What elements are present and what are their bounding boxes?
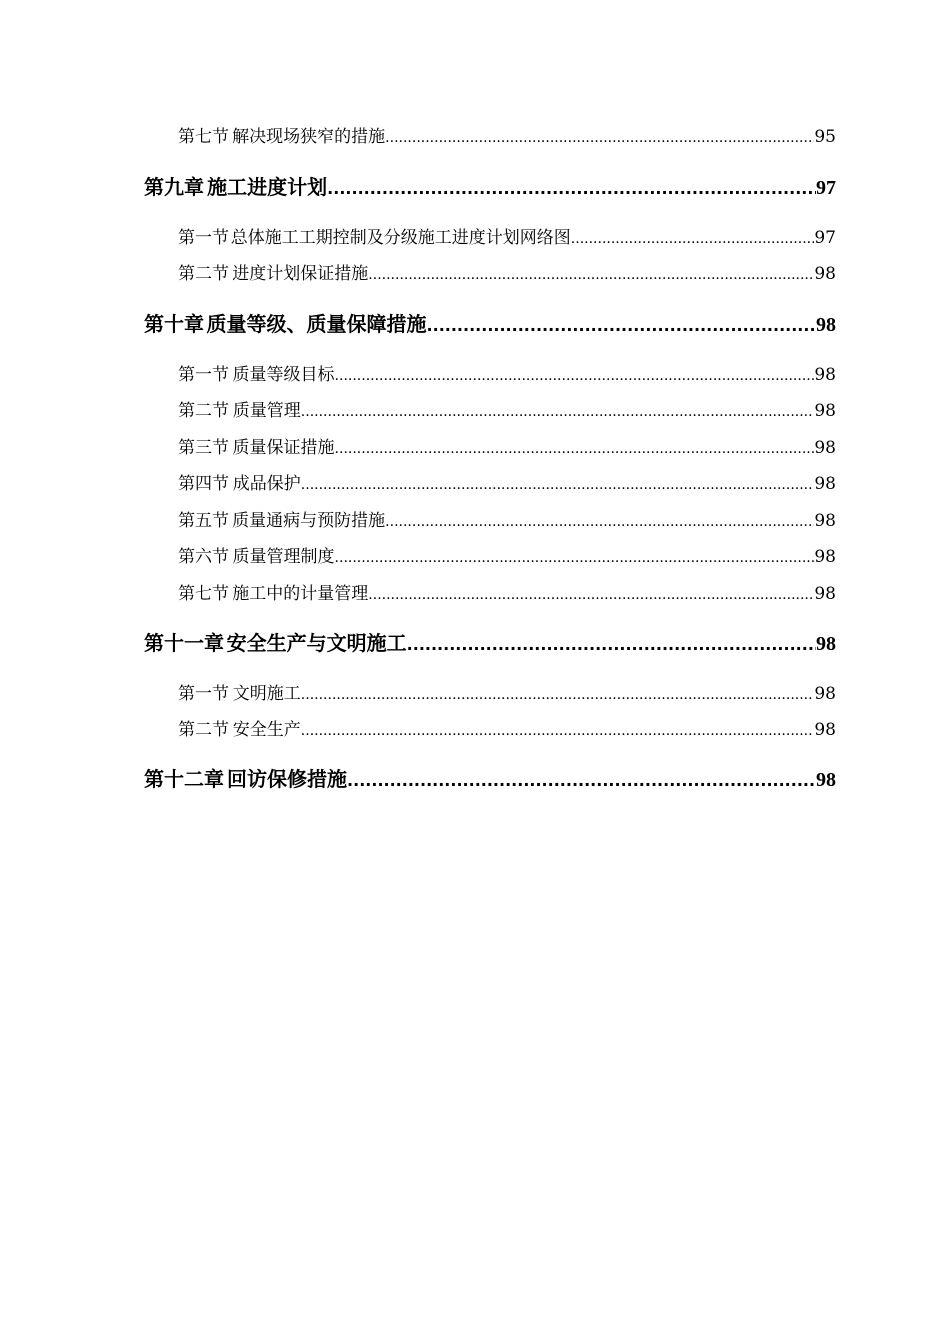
page-number: 98 xyxy=(816,314,836,336)
toc-entry-section[interactable] xyxy=(178,510,836,533)
dot-leader xyxy=(347,766,816,794)
chapter-number: 第十一章 xyxy=(144,631,224,655)
section-title: 质量通病与预防措施 xyxy=(232,511,386,531)
section-title: 质量等级目标 xyxy=(232,365,335,385)
chapter-number: 第九章 xyxy=(144,175,204,199)
section-title: 解决现场狭窄的措施 xyxy=(232,127,386,147)
toc-entry-section[interactable] xyxy=(178,583,836,606)
page-number: 98 xyxy=(814,584,836,604)
page-number: 97 xyxy=(816,177,836,199)
dot-leader xyxy=(301,400,815,423)
section-number: 第二节 xyxy=(178,720,229,740)
dot-leader xyxy=(335,437,815,460)
chapter-title: 回访保修措施 xyxy=(227,767,348,791)
toc-entry-chapter[interactable] xyxy=(144,174,836,202)
toc-entry-section[interactable] xyxy=(178,364,836,387)
section-title: 质量管理制度 xyxy=(232,547,335,567)
dot-leader xyxy=(571,227,815,250)
chapter-title: 安全生产与文明施工 xyxy=(226,631,407,655)
section-title: 安全生产 xyxy=(232,720,301,740)
section-number: 第一节 xyxy=(178,365,229,385)
dot-leader xyxy=(385,510,814,533)
dot-leader xyxy=(385,126,814,149)
dot-leader xyxy=(407,630,816,658)
toc-entry-section[interactable] xyxy=(178,473,836,496)
toc-entry-section[interactable] xyxy=(178,546,836,569)
section-title: 进度计划保证措施 xyxy=(232,264,369,284)
page-number: 98 xyxy=(814,547,836,567)
section-number: 第二节 xyxy=(178,264,229,284)
section-number: 第七节 xyxy=(178,584,229,604)
page-number: 98 xyxy=(816,769,836,791)
toc-entry-chapter[interactable] xyxy=(144,766,836,794)
section-number: 第六节 xyxy=(178,547,229,567)
section-title: 质量保证措施 xyxy=(232,438,335,458)
toc-entry-section[interactable] xyxy=(178,263,836,286)
dot-leader xyxy=(301,719,815,742)
page-number: 97 xyxy=(814,228,836,248)
dot-leader xyxy=(368,583,814,606)
section-number: 第一节 xyxy=(178,228,229,248)
chapter-title: 施工进度计划 xyxy=(207,175,328,199)
page-number: 98 xyxy=(814,474,836,494)
section-title: 施工中的计量管理 xyxy=(232,584,369,604)
dot-leader xyxy=(335,546,815,569)
section-title: 总体施工工期控制及分级施工进度计划网络图 xyxy=(230,228,571,248)
chapter-number: 第十二章 xyxy=(144,767,224,791)
toc-entry-section[interactable] xyxy=(178,126,836,149)
dot-leader xyxy=(427,311,816,339)
chapter-number: 第十章 xyxy=(144,312,204,336)
section-title: 成品保护 xyxy=(232,474,301,494)
dot-leader xyxy=(327,174,816,202)
page-number: 98 xyxy=(814,684,836,704)
section-title: 文明施工 xyxy=(232,684,301,704)
page-number: 98 xyxy=(814,438,836,458)
section-number: 第一节 xyxy=(178,684,229,704)
chapter-title: 质量等级、质量保障措施 xyxy=(206,312,427,336)
toc-entry-chapter[interactable] xyxy=(144,311,836,339)
toc-entry-section[interactable] xyxy=(178,227,836,250)
toc-entry-section[interactable] xyxy=(178,400,836,423)
page-number: 98 xyxy=(814,264,836,284)
section-number: 第七节 xyxy=(178,127,229,147)
section-number: 第二节 xyxy=(178,401,229,421)
page-number: 98 xyxy=(814,401,836,421)
page-number: 98 xyxy=(814,365,836,385)
page-number: 95 xyxy=(814,127,836,147)
page-number: 98 xyxy=(814,511,836,531)
section-number: 第四节 xyxy=(178,474,229,494)
dot-leader xyxy=(301,683,815,706)
section-number: 第五节 xyxy=(178,511,229,531)
page-number: 98 xyxy=(814,720,836,740)
toc-entry-section[interactable] xyxy=(178,437,836,460)
toc-entry-section[interactable] xyxy=(178,719,836,742)
dot-leader xyxy=(301,473,815,496)
dot-leader xyxy=(368,263,814,286)
dot-leader xyxy=(335,364,815,387)
toc-entry-chapter[interactable] xyxy=(144,630,836,658)
toc-entry-section[interactable] xyxy=(178,683,836,706)
section-title: 质量管理 xyxy=(232,401,301,421)
section-number: 第三节 xyxy=(178,438,229,458)
page-number: 98 xyxy=(816,633,836,655)
